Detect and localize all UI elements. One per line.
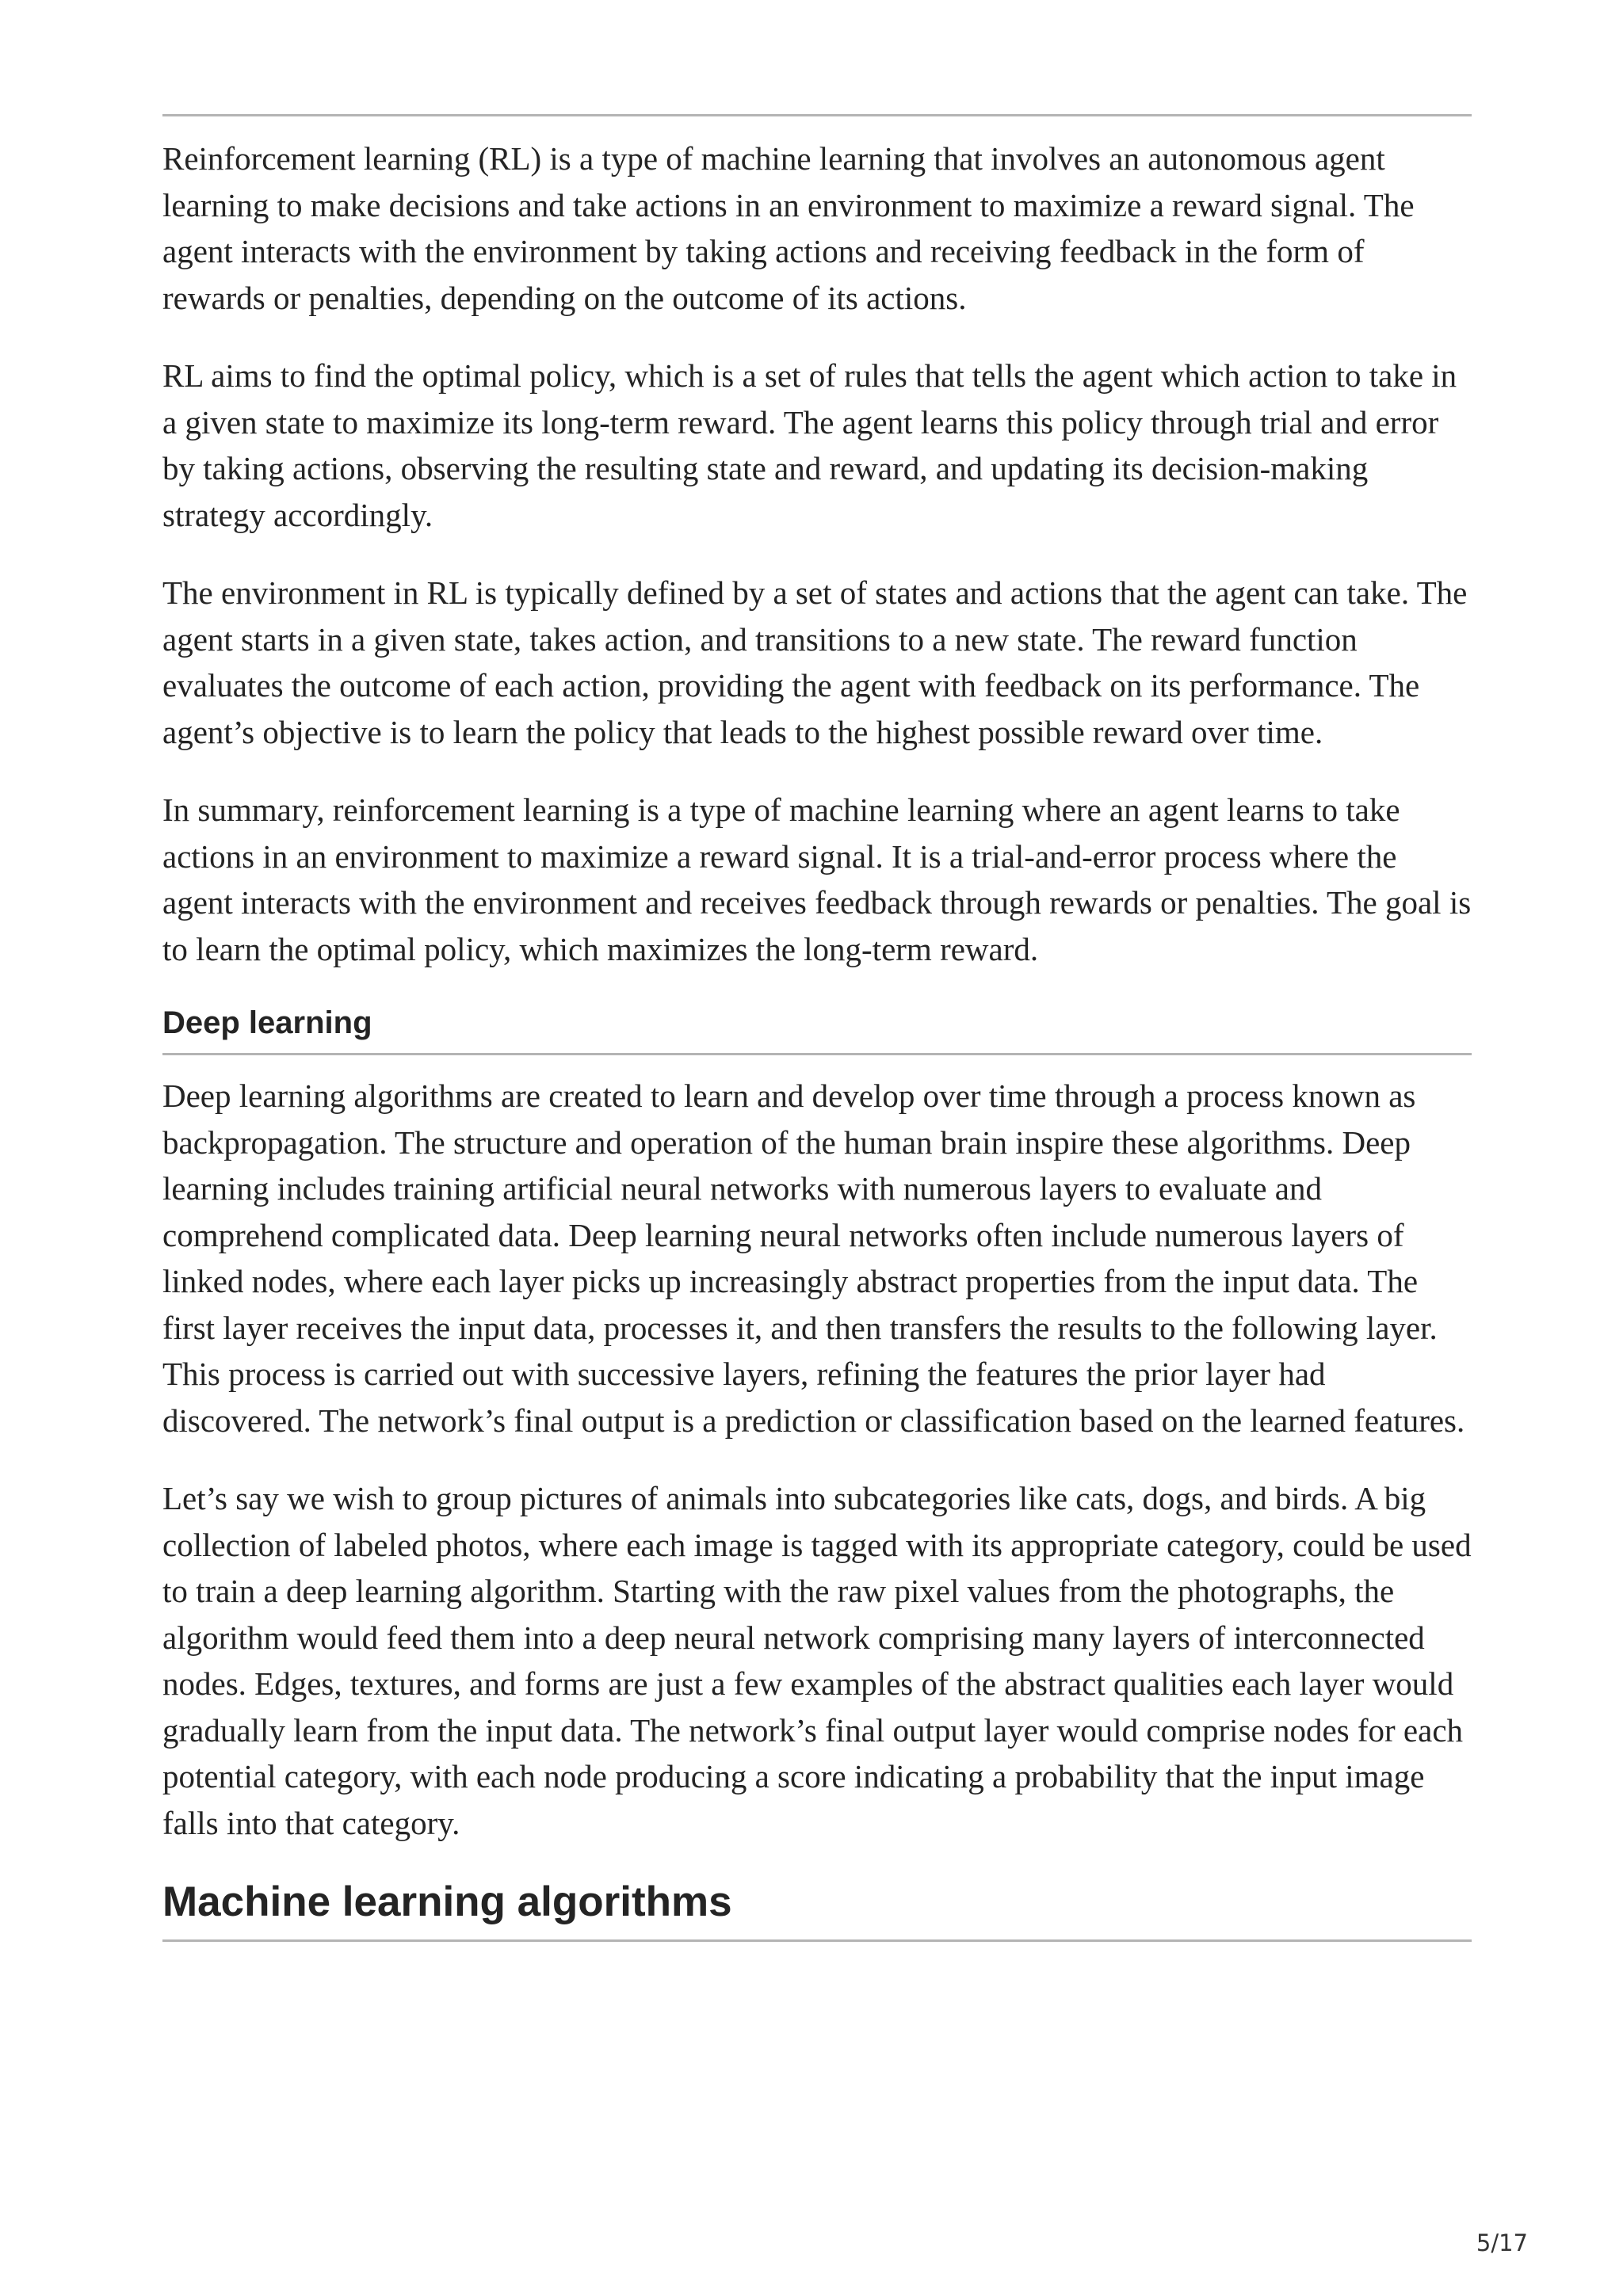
page-number: 5/17 [1476, 2229, 1528, 2256]
article-content [162, 114, 1472, 1942]
ml-algorithms-divider [162, 1939, 1472, 1942]
ml-algorithms-heading: Machine learning algorithms [162, 1878, 732, 1925]
deep-learning-heading: Deep learning [162, 1005, 372, 1040]
top-divider [162, 114, 1472, 116]
rl-paragraph-1: Reinforcement learning (RL) is a type of machine learning that involves an autonomous agent learning to make decisions and take actions in an environment to maximize a reward signal. The agent interacts with the environment by taking actions and receiving feedback in the form of rewards or penalties, depending on the outcome of its actions. [162, 140, 1415, 316]
deep-learning-paragraph-1: Deep learning algorithms are created to learn and develop over time through a process known as backpropagation. The structure and operation of the human brain inspire these algorithms. Deep learning includes training artificial neural networks with numerous layers to evaluate and comprehend complicated data. Deep learning neural networks often include numerous layers of linked nodes, where each layer picks up increasingly abstract properties from the input data. The first layer receives the input data, processes it, and then transfers the results to the following layer. This process is carried out with successive layers, refining the features the prior layer had discovered. The network’s final output is a prediction or classification based on the learned features. [162, 1077, 1465, 1439]
deep-learning-divider [162, 1053, 1472, 1055]
rl-paragraph-3: The environment in RL is typically defined by a set of states and actions that the agent can take. The agent starts in a given state, takes action, and transitions to a new state. The reward function evaluates the outcome of each action, providing the agent with feedback on its performance. The agent’s objective is to learn the policy that leads to the highest possible reward over time. [162, 574, 1468, 750]
deep-learning-paragraph-2: Let’s say we wish to group pictures of animals into subcategories like cats, dogs, and birds. A big collection of labeled photos, where each image is tagged with its appropriate category, could be used to train a deep learning algorithm. Starting with the raw pixel values from the photographs, the algorithm would feed them into a deep neural network comprising many layers of interconnected nodes. Edges, textures, and forms are just a few examples of the abstract qualities each layer would gradually learn from the input data. The network’s final output layer would comprise nodes for each potential category, with each node producing a score indicating a probability that the input image falls into that category. [162, 1480, 1472, 1841]
rl-paragraph-2: RL aims to find the optimal policy, which is a set of rules that tells the agent which action to take in a given state to maximize its long-term reward. The agent learns this policy through trial and error by taking actions, observing the resulting state and reward, and updating its decision-making strategy accordingly. [162, 357, 1457, 533]
rl-paragraph-4: In summary, reinforcement learning is a type of machine learning where an agent learns to take actions in an environment to maximize a reward signal. It is a trial-and-error process where the agent interacts with the environment and receives feedback through rewards or penalties. The goal is to learn the optimal policy, which maximizes the long-term reward. [162, 791, 1472, 967]
